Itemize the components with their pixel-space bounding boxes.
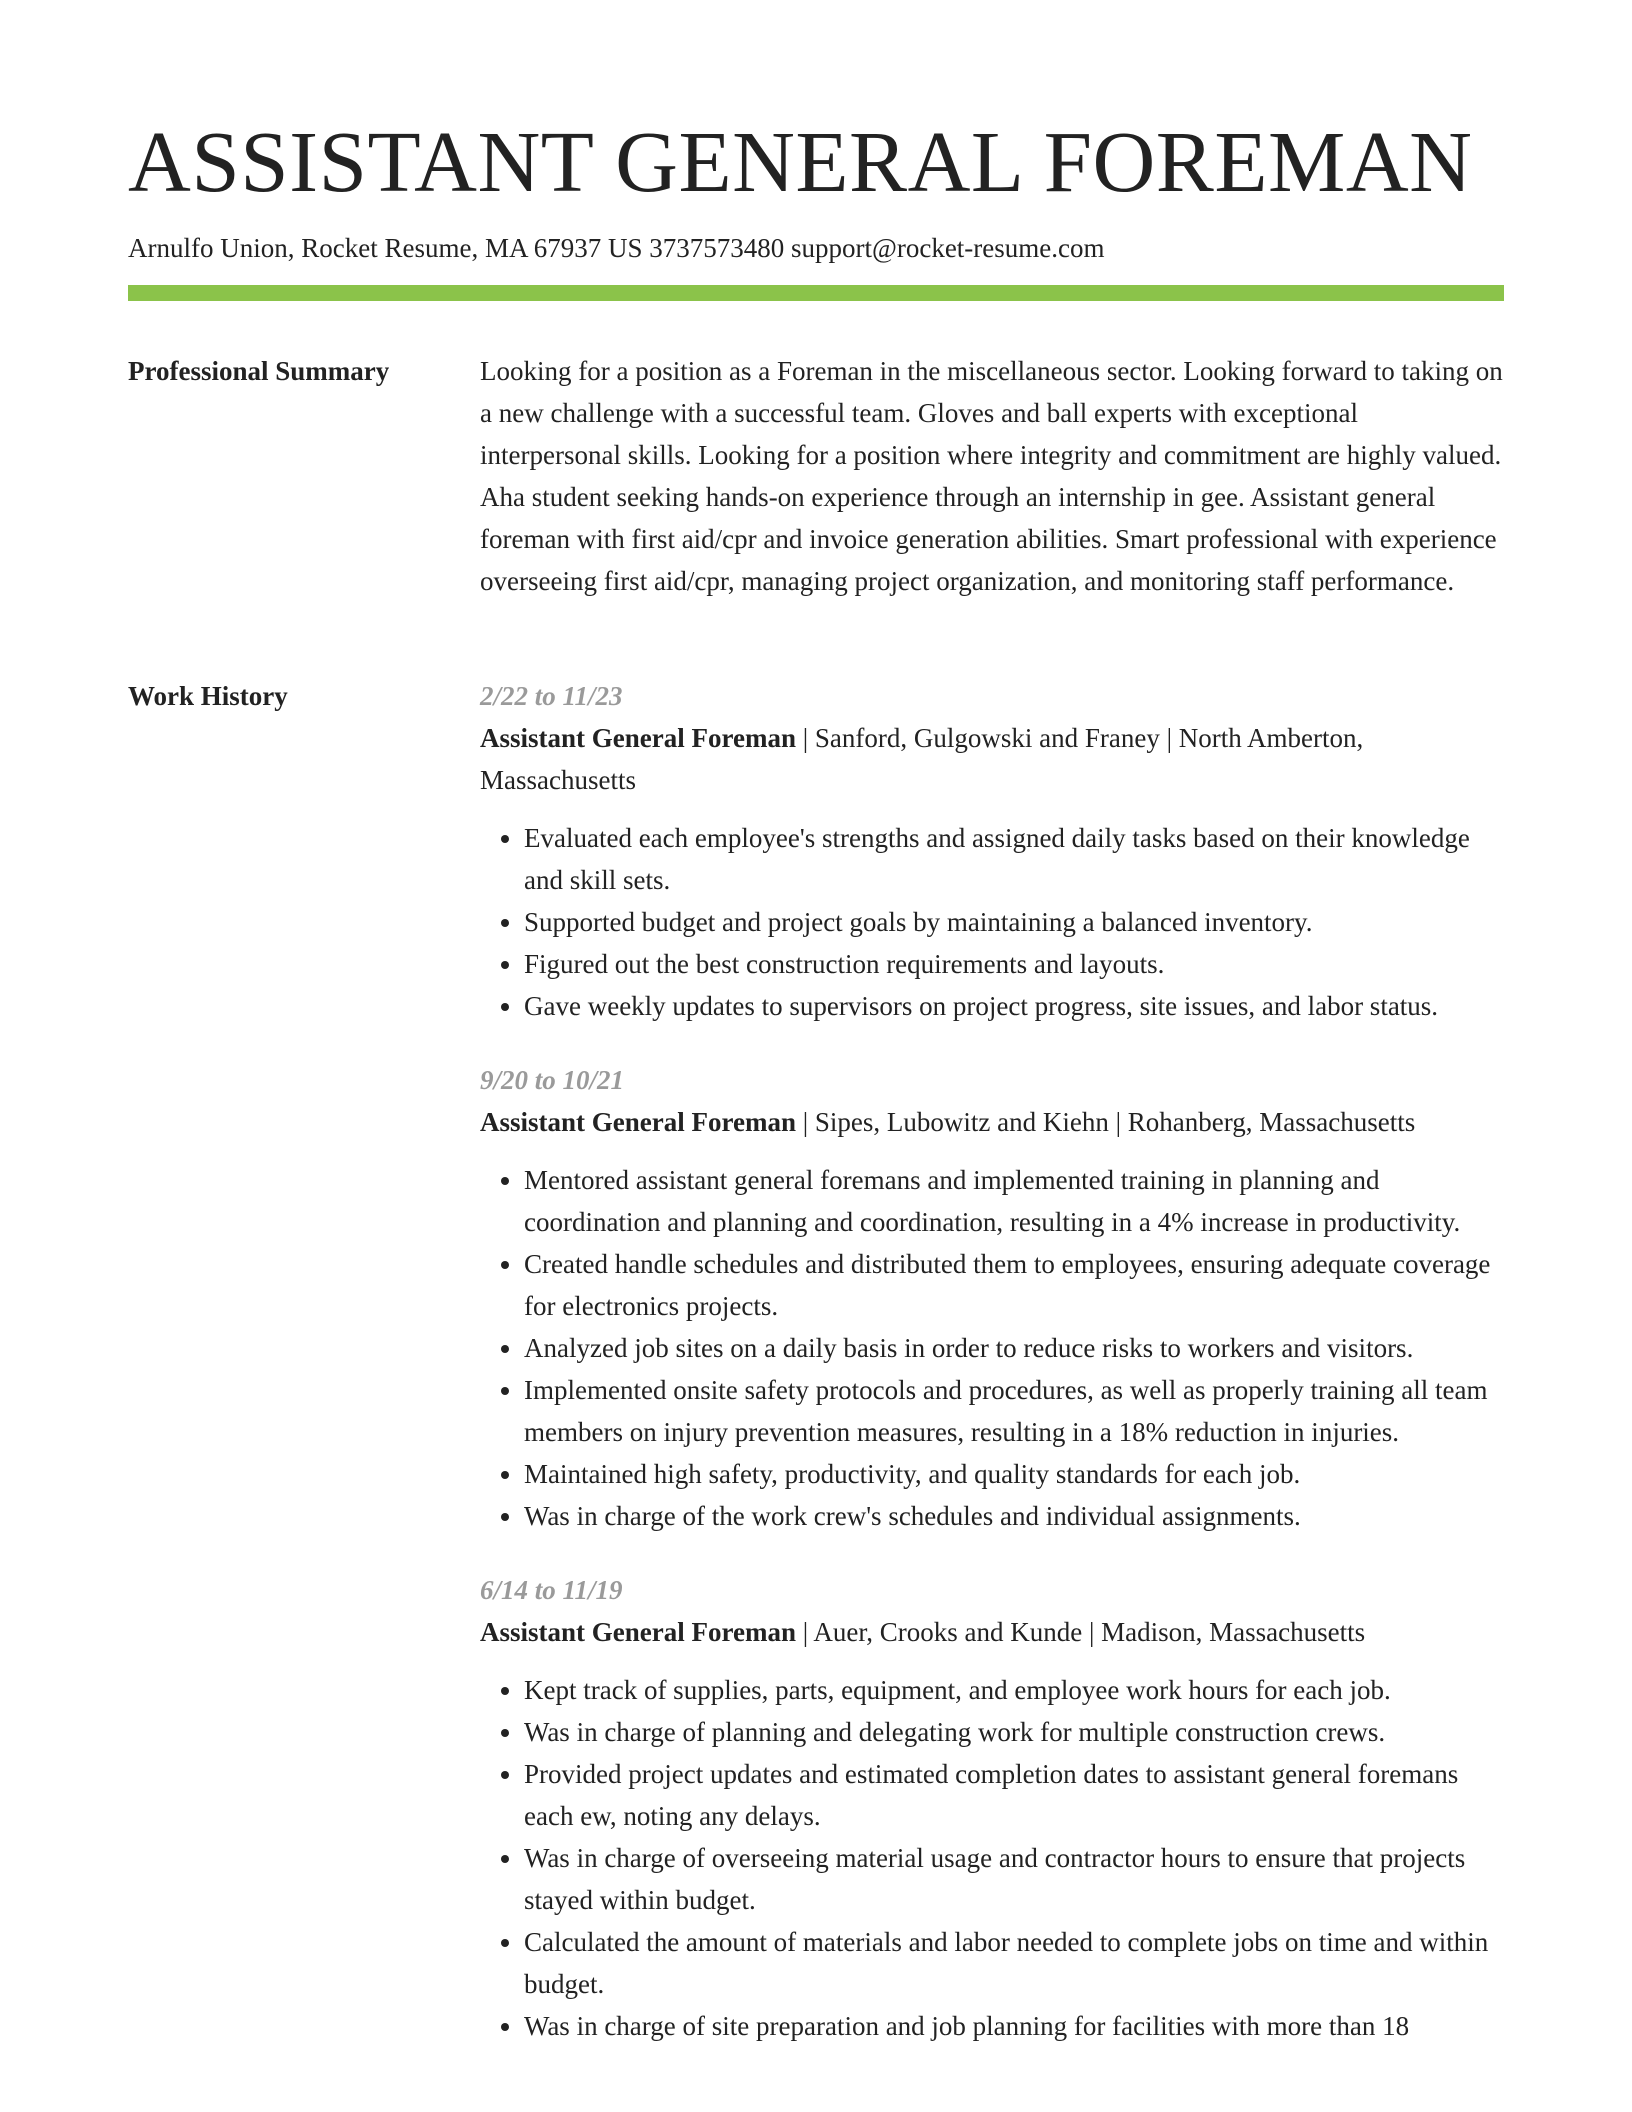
job-title: Assistant General Foreman [480,1617,796,1647]
job-bullet-list [480,817,1504,1027]
job-bullet: • Gave weekly updates to supervisors on project progress, site issues, and labor status. [524,985,1504,1027]
job-bullet: • Mentored assistant general foremans and implemented training in planning and coordination and planning and coordination, resulting in a 4% increase in productivity. [524,1159,1504,1243]
job-bullet: • Created handle schedules and distributed them to employees, ensuring adequate coverage for electronics projects. [524,1243,1504,1327]
job-bullet: • Figured out the best construction requirements and layouts. [524,943,1504,985]
job-header [480,1101,1504,1143]
job-bullet: • Implemented onsite safety protocols and procedures, as well as properly training all team members on injury prevention measures, resulting in a 18% reduction in injuries. [524,1369,1504,1453]
section-label-work-history: Work History [128,681,288,711]
job-bullet-list [480,1669,1504,2047]
job-entry [480,675,1504,1027]
resume-title: ASSISTANT GENERAL FOREMAN [128,113,1473,210]
summary-text: Looking for a position as a Foreman in the miscellaneous sector. Looking forward to taking on a new challenge with a successful team. Gloves and ball experts with exceptional interpersonal skills. Looking for a position where integrity and commitment are highly valued. Aha student seeking hands-on experience through an internship in gee. Assistant general foreman with first aid/cpr and invoice generation abilities. Smart professional with experience overseeing first aid/cpr, managing project organization, and monitoring staff performance. [480,356,1503,596]
job-employer-location: | Sanford, Gulgowski and Franey | North Amberton, Massachusetts [480,723,1364,795]
job-bullet: • Evaluated each employee's strengths and assigned daily tasks based on their knowledge and skill sets. [524,817,1504,901]
contact-line: Arnulfo Union, Rocket Resume, MA 67937 US 3737573480 support@rocket-resume.com [128,233,1105,263]
job-header [480,1611,1504,1653]
job-bullet: • Was in charge of planning and delegating work for multiple construction crews. [524,1711,1504,1753]
job-entry [480,1569,1504,2047]
job-bullet-list [480,1159,1504,1537]
section-label-summary: Professional Summary [128,356,390,386]
work-history-jobs [480,675,1504,2079]
job-employer-location: | Sipes, Lubowitz and Kiehn | Rohanberg, Massachusetts [795,1107,1416,1137]
job-title: Assistant General Foreman [480,723,796,753]
job-dates: 9/20 to 10/21 [480,1065,625,1095]
accent-divider [128,285,1504,301]
job-dates: 2/22 to 11/23 [480,681,623,711]
job-bullet: • Was in charge of overseeing material usage and contractor hours to ensure that projects stayed within budget. [524,1837,1504,1921]
job-bullet: • Provided project updates and estimated completion dates to assistant general foremans each ew, noting any delays. [524,1753,1504,1837]
job-bullet: • Supported budget and project goals by maintaining a balanced inventory. [524,901,1504,943]
job-bullet: • Kept track of supplies, parts, equipment, and employee work hours for each job. [524,1669,1504,1711]
job-dates: 6/14 to 11/19 [480,1575,623,1605]
summary-body [480,350,1504,602]
job-bullet: • Was in charge of site preparation and job planning for facilities with more than 18 [524,2005,1504,2047]
job-employer-location: | Auer, Crooks and Kunde | Madison, Massachusetts [795,1617,1366,1647]
job-bullet: • Maintained high safety, productivity, and quality standards for each job. [524,1453,1504,1495]
job-entry [480,1059,1504,1537]
job-bullet: • Was in charge of the work crew's schedules and individual assignments. [524,1495,1504,1537]
job-title: Assistant General Foreman [480,1107,796,1137]
job-bullet: • Calculated the amount of materials and labor needed to complete jobs on time and within budget. [524,1921,1504,2005]
job-header [480,717,1504,801]
job-bullet: • Analyzed job sites on a daily basis in order to reduce risks to workers and visitors. [524,1327,1504,1369]
